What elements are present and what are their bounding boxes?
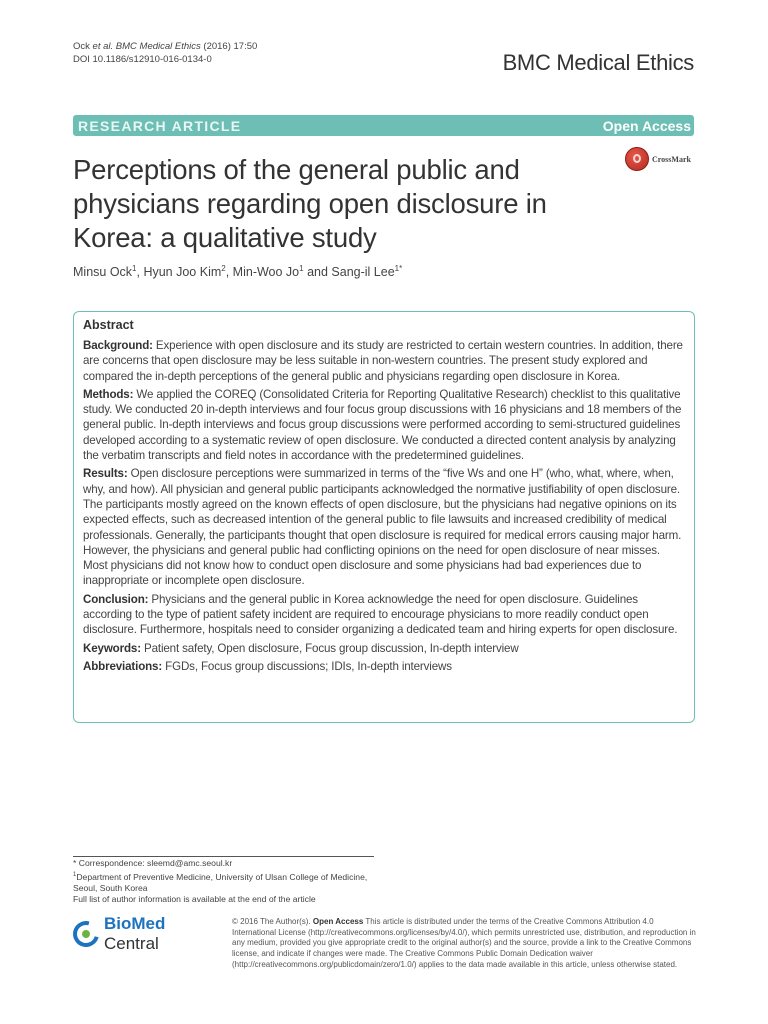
affiliation-note bbox=[73, 870, 373, 895]
abstract-results bbox=[83, 466, 685, 588]
biomed-central-logo[interactable] bbox=[73, 916, 223, 952]
article-type-label: RESEARCH ARTICLE bbox=[78, 117, 242, 134]
citation-etal: et al. bbox=[92, 41, 114, 52]
abstract-conclusion bbox=[83, 592, 685, 638]
citation-line bbox=[73, 40, 257, 53]
footnotes bbox=[73, 858, 373, 906]
abstract-section-label: Background: bbox=[83, 339, 153, 352]
biomed-central-logo-icon bbox=[68, 916, 104, 952]
crossmark-badge[interactable] bbox=[625, 146, 695, 172]
abstract-background bbox=[83, 338, 685, 384]
crossmark-icon bbox=[625, 147, 649, 171]
author-affiliation-number: 1* bbox=[394, 264, 403, 273]
abstract-section-label: Conclusion: bbox=[83, 592, 149, 606]
correspondence-note[interactable]: * Correspondence: sleemd@amc.seoul.kr bbox=[73, 858, 233, 868]
footnote-divider bbox=[73, 856, 374, 857]
author-separator: , bbox=[136, 265, 144, 280]
author-separator: , bbox=[225, 265, 233, 280]
author-affiliation-number: 1 bbox=[299, 264, 304, 273]
abstract-methods bbox=[83, 387, 685, 463]
open-access-label[interactable]: Open Access bbox=[602, 117, 691, 134]
abstract-section-text: Physicians and the general public in Korea acknowledge the need for open disclosure. Guidelines according to the type of patient safety incident are required to encourage physicians to more readily conduct open disclosure. Furthermore, hospitals need to consider organizing a dedicated team and hiring experts for open disclosure. bbox=[83, 592, 678, 637]
abstract-section-label: Results: bbox=[83, 467, 128, 481]
license-statement bbox=[232, 917, 697, 971]
citation-authors: Ock bbox=[73, 41, 93, 52]
article-type-bar bbox=[73, 115, 694, 136]
abstract-abbreviations bbox=[83, 659, 685, 674]
author-name[interactable]: Min-Woo Jo bbox=[232, 265, 300, 280]
abstract-section-label: Keywords: bbox=[83, 641, 141, 655]
author-name[interactable]: Hyun Joo Kim bbox=[143, 265, 222, 280]
abstract-section-text: Patient safety, Open disclosure, Focus group discussion, In-depth interview bbox=[140, 641, 519, 655]
abstract-section-text: Experience with open disclosure and its study are restricted to certain western countries. In addition, there are concerns that open disclosure may be less suitable in non-western countries. The present study explored and compared the in-depth perceptions of the general public and physicians regarding open disclosure in Korea. bbox=[83, 339, 683, 383]
author-affiliation-number: 2 bbox=[221, 264, 226, 273]
journal-name: BMC Medical Ethics bbox=[502, 50, 694, 75]
citation-journal: BMC Medical Ethics bbox=[113, 41, 201, 52]
abstract-section-label: Methods: bbox=[83, 387, 134, 401]
author-affiliation-number: 1 bbox=[132, 264, 137, 273]
license-open-access: Open Access bbox=[312, 917, 364, 926]
wordmark-central: Central bbox=[104, 934, 159, 953]
abstract-keywords bbox=[83, 641, 685, 656]
abstract-section-text: Open disclosure perceptions were summarized in terms of the “five Ws and one H” (who, what, where, when, why, and how). All physician and general public participants acknowledged the normative justifiability of open disclosure. The participants mostly agreed on the known effects of open disclosure, but the physicians had negative opinions on its expected effects, such as decreased intention of the general public to file lawsuits and increased credibility of medical professionals. Generally, the participants thought that open disclosure is required for medical errors causing major harm. However, the physicians and general public had conflicting opinions on the need for open disclosure of near misses. Most physicians did not know how to conduct open disclosure and some physicians had bad experiences due to inappropriate or incomplete open disclosure. bbox=[83, 467, 682, 588]
author-separator: and bbox=[303, 265, 332, 280]
wordmark-bio: BioMed bbox=[104, 914, 166, 933]
affiliation-text: Department of Preventive Medicine, University of Ulsan College of Medicine, Seoul, South Korea bbox=[73, 871, 368, 893]
license-copyright: © 2016 The Author(s). bbox=[232, 917, 313, 926]
author-name[interactable]: Minsu Ock bbox=[73, 265, 133, 280]
abstract-section-label: Abbreviations: bbox=[83, 659, 163, 673]
affiliation-number: 1 bbox=[73, 871, 77, 878]
license-text: This article is distributed under the terms of the Creative Commons Attribution 4.0 International License (http://creativecommons.org/licenses/by/4.0/), which permits unrestricted use, distribution, and reproduction in any medium, provided you give appropriate credit to the original author(s) and the source, provide a link to the Creative Commons license, and indicate if changes were made. The Creative Commons Public Domain Dedication waiver (http://creativecommons.org/publicdomain/zero/1.0/) applies to the data made available in this article, unless otherwise stated. bbox=[232, 917, 696, 969]
abstract-heading: Abstract bbox=[83, 318, 134, 332]
biomed-central-wordmark bbox=[104, 914, 223, 954]
citation-header bbox=[73, 40, 257, 66]
crossmark-label: CrossMark bbox=[652, 154, 691, 164]
author-list bbox=[73, 264, 402, 279]
abstract-box bbox=[73, 311, 695, 723]
author-name[interactable]: Sang-il Lee bbox=[331, 265, 395, 280]
citation-year-volume: (2016) 17:50 bbox=[200, 41, 258, 52]
abstract-section-text: We applied the COREQ (Consolidated Criteria for Reporting Qualitative Research) checklist to this qualitative study. We conducted 20 in-depth interviews and four focus group discussions with 16 physicians and 18 members of the general public. In-depth interviews and focus group discussions were performed according to semi-structured guidelines developed according to a systematic review of open disclosure. We conducted a directed content analysis by analyzing the verbatim transcripts and field notes in accordance with the predetermined guidelines. bbox=[83, 387, 682, 463]
doi-link[interactable]: DOI 10.1186/s12910-016-0134-0 bbox=[73, 54, 212, 65]
article-title: Perceptions of the general public and physicians regarding open disclosure in Korea: a qualitative study bbox=[73, 154, 547, 253]
abstract-section-text: FGDs, Focus group discussions; IDIs, In-depth interviews bbox=[162, 659, 452, 673]
author-info-note: Full list of author information is available at the end of the article bbox=[73, 894, 316, 905]
